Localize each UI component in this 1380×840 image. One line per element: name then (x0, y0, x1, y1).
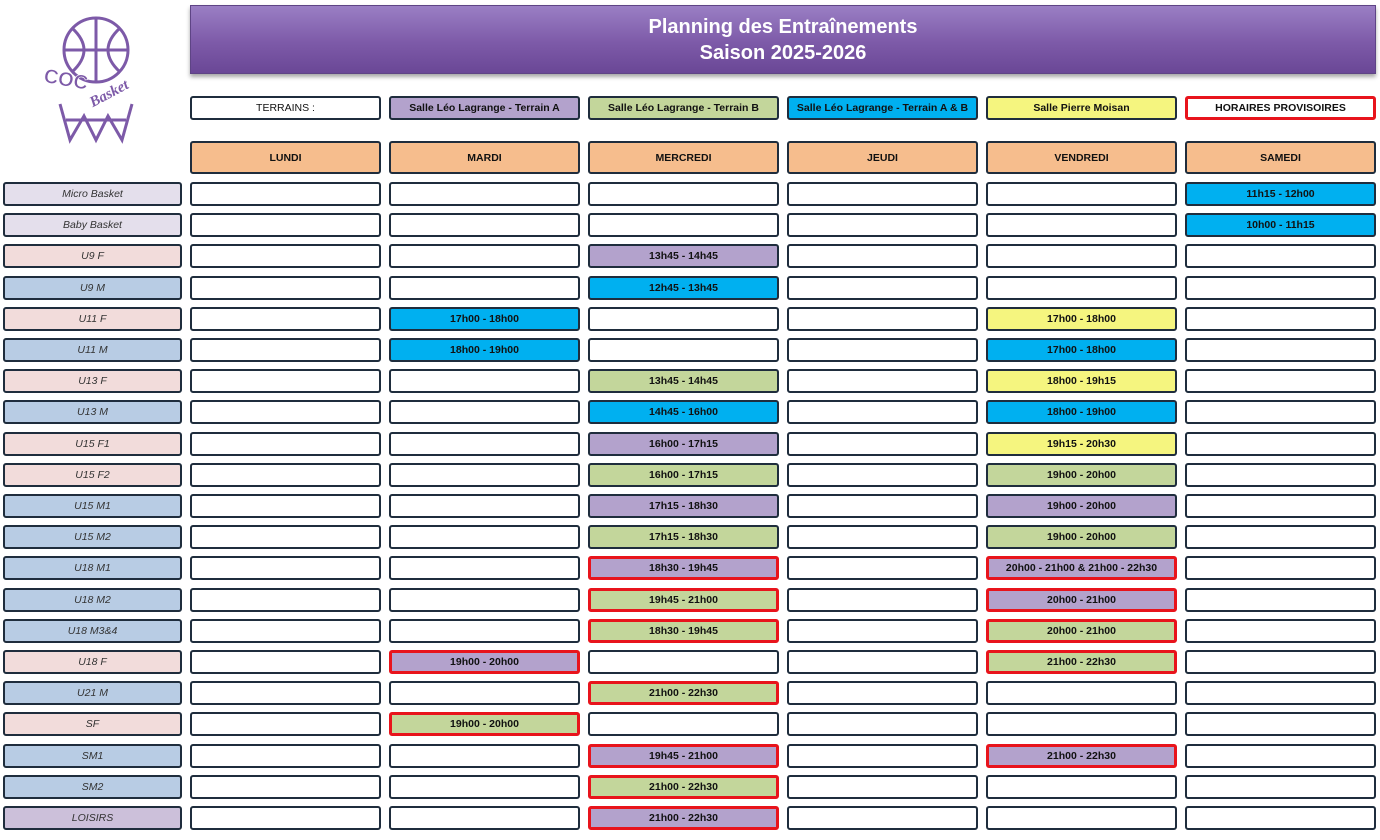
empty-slot (787, 307, 978, 331)
session-slot: 19h15 - 20h30 (986, 432, 1177, 456)
club-logo (36, 8, 146, 148)
empty-slot (190, 744, 381, 768)
empty-slot (389, 775, 580, 799)
session-slot: 18h00 - 19h15 (986, 369, 1177, 393)
empty-slot (787, 681, 978, 705)
team-label: U18 M2 (3, 588, 182, 612)
empty-slot (190, 307, 381, 331)
session-slot: 16h00 - 17h15 (588, 463, 779, 487)
empty-slot (787, 712, 978, 736)
session-slot: 18h30 - 19h45 (588, 619, 779, 643)
empty-slot (787, 806, 978, 830)
empty-slot (1185, 525, 1376, 549)
day-header-lundi: LUNDI (190, 141, 381, 174)
empty-slot (787, 369, 978, 393)
session-slot: 12h45 - 13h45 (588, 276, 779, 300)
empty-slot (389, 525, 580, 549)
team-label: Micro Basket (3, 182, 182, 206)
empty-slot (389, 182, 580, 206)
page-title: Planning des Entraînements (648, 15, 918, 38)
empty-slot (190, 556, 381, 580)
session-slot: 14h45 - 16h00 (588, 400, 779, 424)
session-slot: 20h00 - 21h00 & 21h00 - 22h30 (986, 556, 1177, 580)
team-label: U9 M (3, 276, 182, 300)
basketball-logo-icon (36, 8, 146, 148)
empty-slot (389, 369, 580, 393)
empty-slot (190, 338, 381, 362)
legend-item: Salle Léo Lagrange - Terrain A & B (787, 96, 978, 120)
empty-slot (588, 182, 779, 206)
session-slot: 21h00 - 22h30 (986, 744, 1177, 768)
session-slot: 19h45 - 21h00 (588, 588, 779, 612)
empty-slot (190, 276, 381, 300)
empty-slot (190, 775, 381, 799)
empty-slot (986, 806, 1177, 830)
session-slot: 18h00 - 19h00 (389, 338, 580, 362)
session-slot: 13h45 - 14h45 (588, 244, 779, 268)
empty-slot (389, 744, 580, 768)
empty-slot (190, 400, 381, 424)
session-slot: 10h00 - 11h15 (1185, 213, 1376, 237)
session-slot: 18h30 - 19h45 (588, 556, 779, 580)
team-label: U13 M (3, 400, 182, 424)
team-label: U15 F2 (3, 463, 182, 487)
empty-slot (787, 588, 978, 612)
team-label: SF (3, 712, 182, 736)
empty-slot (190, 650, 381, 674)
empty-slot (986, 182, 1177, 206)
empty-slot (1185, 244, 1376, 268)
session-slot: 17h00 - 18h00 (389, 307, 580, 331)
empty-slot (389, 556, 580, 580)
empty-slot (190, 244, 381, 268)
empty-slot (787, 775, 978, 799)
empty-slot (389, 213, 580, 237)
svg-text:COC: COC (42, 65, 90, 95)
empty-slot (389, 588, 580, 612)
empty-slot (1185, 463, 1376, 487)
empty-slot (588, 213, 779, 237)
empty-slot (389, 400, 580, 424)
session-slot: 21h00 - 22h30 (588, 681, 779, 705)
empty-slot (389, 619, 580, 643)
team-label: Baby Basket (3, 213, 182, 237)
empty-slot (1185, 494, 1376, 518)
empty-slot (1185, 588, 1376, 612)
empty-slot (190, 619, 381, 643)
legend-terrains-label: TERRAINS : (190, 96, 381, 120)
empty-slot (190, 182, 381, 206)
empty-slot (588, 650, 779, 674)
session-slot: 20h00 - 21h00 (986, 619, 1177, 643)
day-header-vendredi: VENDREDI (986, 141, 1177, 174)
empty-slot (1185, 681, 1376, 705)
empty-slot (986, 775, 1177, 799)
empty-slot (1185, 619, 1376, 643)
empty-slot (389, 276, 580, 300)
empty-slot (190, 806, 381, 830)
empty-slot (986, 244, 1177, 268)
team-label: U18 M3&4 (3, 619, 182, 643)
empty-slot (1185, 400, 1376, 424)
empty-slot (1185, 556, 1376, 580)
empty-slot (1185, 650, 1376, 674)
session-slot: 19h00 - 20h00 (986, 463, 1177, 487)
empty-slot (787, 400, 978, 424)
team-label: SM1 (3, 744, 182, 768)
empty-slot (986, 712, 1177, 736)
day-header-mardi: MARDI (389, 141, 580, 174)
empty-slot (190, 213, 381, 237)
empty-slot (190, 712, 381, 736)
legend-item: Salle Pierre Moisan (986, 96, 1177, 120)
empty-slot (588, 712, 779, 736)
empty-slot (787, 276, 978, 300)
empty-slot (787, 494, 978, 518)
empty-slot (787, 463, 978, 487)
empty-slot (588, 307, 779, 331)
team-label: U13 F (3, 369, 182, 393)
page-title-banner (190, 5, 1376, 74)
empty-slot (787, 182, 978, 206)
empty-slot (787, 213, 978, 237)
day-header-samedi: SAMEDI (1185, 141, 1376, 174)
team-label: U18 F (3, 650, 182, 674)
empty-slot (190, 463, 381, 487)
empty-slot (1185, 806, 1376, 830)
empty-slot (787, 432, 978, 456)
empty-slot (1185, 276, 1376, 300)
session-slot: 21h00 - 22h30 (986, 650, 1177, 674)
session-slot: 19h45 - 21h00 (588, 744, 779, 768)
empty-slot (1185, 432, 1376, 456)
empty-slot (787, 244, 978, 268)
session-slot: 21h00 - 22h30 (588, 806, 779, 830)
session-slot: 17h15 - 18h30 (588, 525, 779, 549)
empty-slot (1185, 775, 1376, 799)
team-label: U15 M1 (3, 494, 182, 518)
empty-slot (389, 432, 580, 456)
empty-slot (787, 556, 978, 580)
empty-slot (389, 494, 580, 518)
session-slot: 19h00 - 20h00 (389, 650, 580, 674)
empty-slot (787, 744, 978, 768)
team-label: U11 M (3, 338, 182, 362)
page-subtitle: Saison 2025-2026 (699, 41, 867, 64)
empty-slot (986, 213, 1177, 237)
team-label: U9 F (3, 244, 182, 268)
legend-provisional-hours: HORAIRES PROVISOIRES (1185, 96, 1376, 120)
day-header-mercredi: MERCREDI (588, 141, 779, 174)
empty-slot (190, 494, 381, 518)
empty-slot (787, 338, 978, 362)
empty-slot (787, 619, 978, 643)
empty-slot (787, 525, 978, 549)
empty-slot (389, 463, 580, 487)
team-label: U11 F (3, 307, 182, 331)
empty-slot (1185, 744, 1376, 768)
empty-slot (389, 681, 580, 705)
day-header-jeudi: JEUDI (787, 141, 978, 174)
empty-slot (986, 276, 1177, 300)
session-slot: 17h15 - 18h30 (588, 494, 779, 518)
session-slot: 17h00 - 18h00 (986, 307, 1177, 331)
empty-slot (1185, 307, 1376, 331)
session-slot: 19h00 - 20h00 (986, 525, 1177, 549)
empty-slot (1185, 338, 1376, 362)
session-slot: 17h00 - 18h00 (986, 338, 1177, 362)
legend-item: Salle Léo Lagrange - Terrain B (588, 96, 779, 120)
team-label: SM2 (3, 775, 182, 799)
empty-slot (986, 681, 1177, 705)
empty-slot (1185, 712, 1376, 736)
session-slot: 21h00 - 22h30 (588, 775, 779, 799)
empty-slot (389, 806, 580, 830)
empty-slot (190, 588, 381, 612)
empty-slot (588, 338, 779, 362)
team-label: U21 M (3, 681, 182, 705)
session-slot: 18h00 - 19h00 (986, 400, 1177, 424)
team-label: LOISIRS (3, 806, 182, 830)
empty-slot (1185, 369, 1376, 393)
team-label: U15 F1 (3, 432, 182, 456)
session-slot: 16h00 - 17h15 (588, 432, 779, 456)
empty-slot (190, 432, 381, 456)
session-slot: 13h45 - 14h45 (588, 369, 779, 393)
session-slot: 19h00 - 20h00 (986, 494, 1177, 518)
session-slot: 20h00 - 21h00 (986, 588, 1177, 612)
svg-text:Basket: Basket (87, 77, 132, 111)
empty-slot (190, 369, 381, 393)
empty-slot (190, 525, 381, 549)
team-label: U15 M2 (3, 525, 182, 549)
session-slot: 11h15 - 12h00 (1185, 182, 1376, 206)
team-label: U18 M1 (3, 556, 182, 580)
empty-slot (190, 681, 381, 705)
empty-slot (389, 244, 580, 268)
session-slot: 19h00 - 20h00 (389, 712, 580, 736)
legend-item: Salle Léo Lagrange - Terrain A (389, 96, 580, 120)
empty-slot (787, 650, 978, 674)
